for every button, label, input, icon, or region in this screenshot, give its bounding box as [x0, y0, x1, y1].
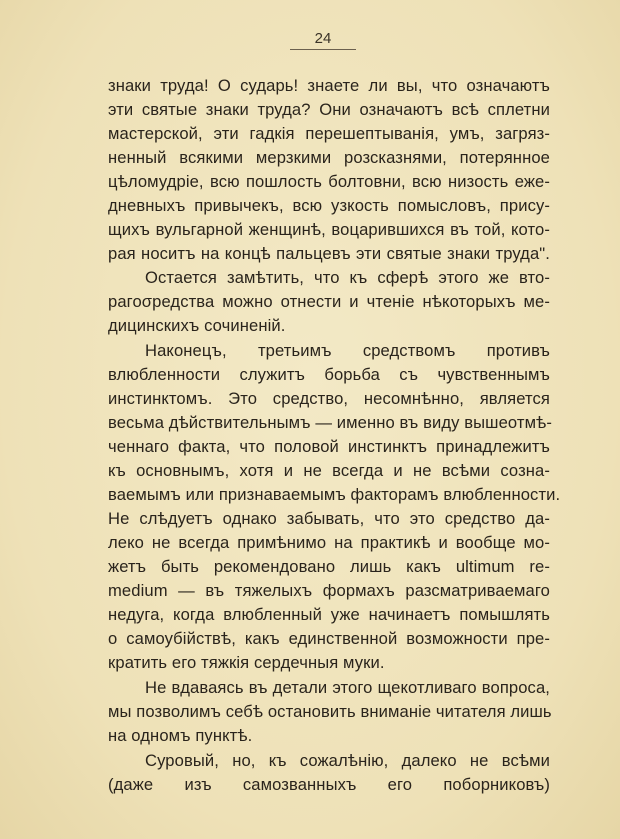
- text-line: Суровый, но, къ сожалѣнію, далеко не всѣми: [145, 751, 550, 770]
- text-line: мастерской, эти гадкія перешептыванія, умъ, загряз-: [108, 124, 550, 143]
- text-line: мы позволимъ себѣ остановить вниманіе читателя лишь: [108, 702, 552, 721]
- text-line: Наконецъ, третьимъ средствомъ противъ: [145, 341, 550, 360]
- text-line: весьма дѣйствительнымъ — именно въ виду вышеотмѣ-: [108, 413, 552, 432]
- text-line: щихъ вульгарной женщинѣ, воцарившихся въ той, кото-: [108, 220, 550, 239]
- text-line: Остается замѣтить, что къ сферѣ этого же вто-: [145, 268, 550, 287]
- text-line: леко не всегда примѣнимо на практикѣ и вообще мо-: [108, 533, 550, 552]
- text-line: жетъ быть рекомендовано лишь какъ ultimum re-: [108, 557, 550, 576]
- text-line: о самоубійствѣ, какъ единственной возможности пре-: [108, 629, 550, 648]
- page-number-rule: [290, 49, 356, 50]
- text-line: ченнаго факта, что половой инстинктъ принадлежитъ: [108, 437, 550, 456]
- text-line: Не вдаваясь въ детали этого щекотливаго вопроса,: [145, 678, 550, 697]
- text-line: недуга, когда влюбленный уже начинаетъ помышлять: [108, 605, 550, 624]
- text-line: влюбленности служитъ борьба съ чувственнымъ: [108, 365, 550, 384]
- text-line: ненный всякими мерзкими розсказнями, потерянное: [108, 148, 550, 167]
- text-line: дицинскихъ сочиненій.: [108, 316, 286, 335]
- text-line: дневныхъ привычекъ, всю узкость помысловъ, прису-: [108, 196, 550, 215]
- text-line: къ основнымъ, хотя и не всегда и не всѣми созна-: [108, 461, 550, 480]
- text-line: инстинктомъ. Это средство, несомнѣнно, является: [108, 389, 550, 408]
- text-line: ваемымъ или признаваемымъ факторамъ влюбленности.: [108, 485, 561, 504]
- text-line: кратить его тяжкія сердечныя муки.: [108, 653, 385, 672]
- text-line: рая носитъ на концѣ пальцевъ эти святые знаки труда".: [108, 244, 550, 263]
- page-number: 24: [314, 30, 332, 47]
- text-line: эти святые знаки труда? Они означаютъ всѣ сплетни: [108, 100, 550, 119]
- text-line: medium — въ тяжелыхъ формахъ разсматриваемаго: [108, 581, 550, 600]
- text-line: (даже изъ самозванныхъ его поборниковъ): [108, 775, 550, 794]
- text-line: цѣломудріе, всю пошлость болтовни, всю низость еже-: [108, 172, 550, 191]
- text-line: рагоσредства можно отнести и чтеніе нѣкоторыхъ ме-: [108, 292, 550, 311]
- text-line: Не слѣдуетъ однако забывать, что это средство да-: [108, 509, 550, 528]
- text-line: на одномъ пунктѣ.: [108, 726, 253, 745]
- text-line: знаки труда! О сударь! знаете ли вы, что означаютъ: [108, 76, 550, 95]
